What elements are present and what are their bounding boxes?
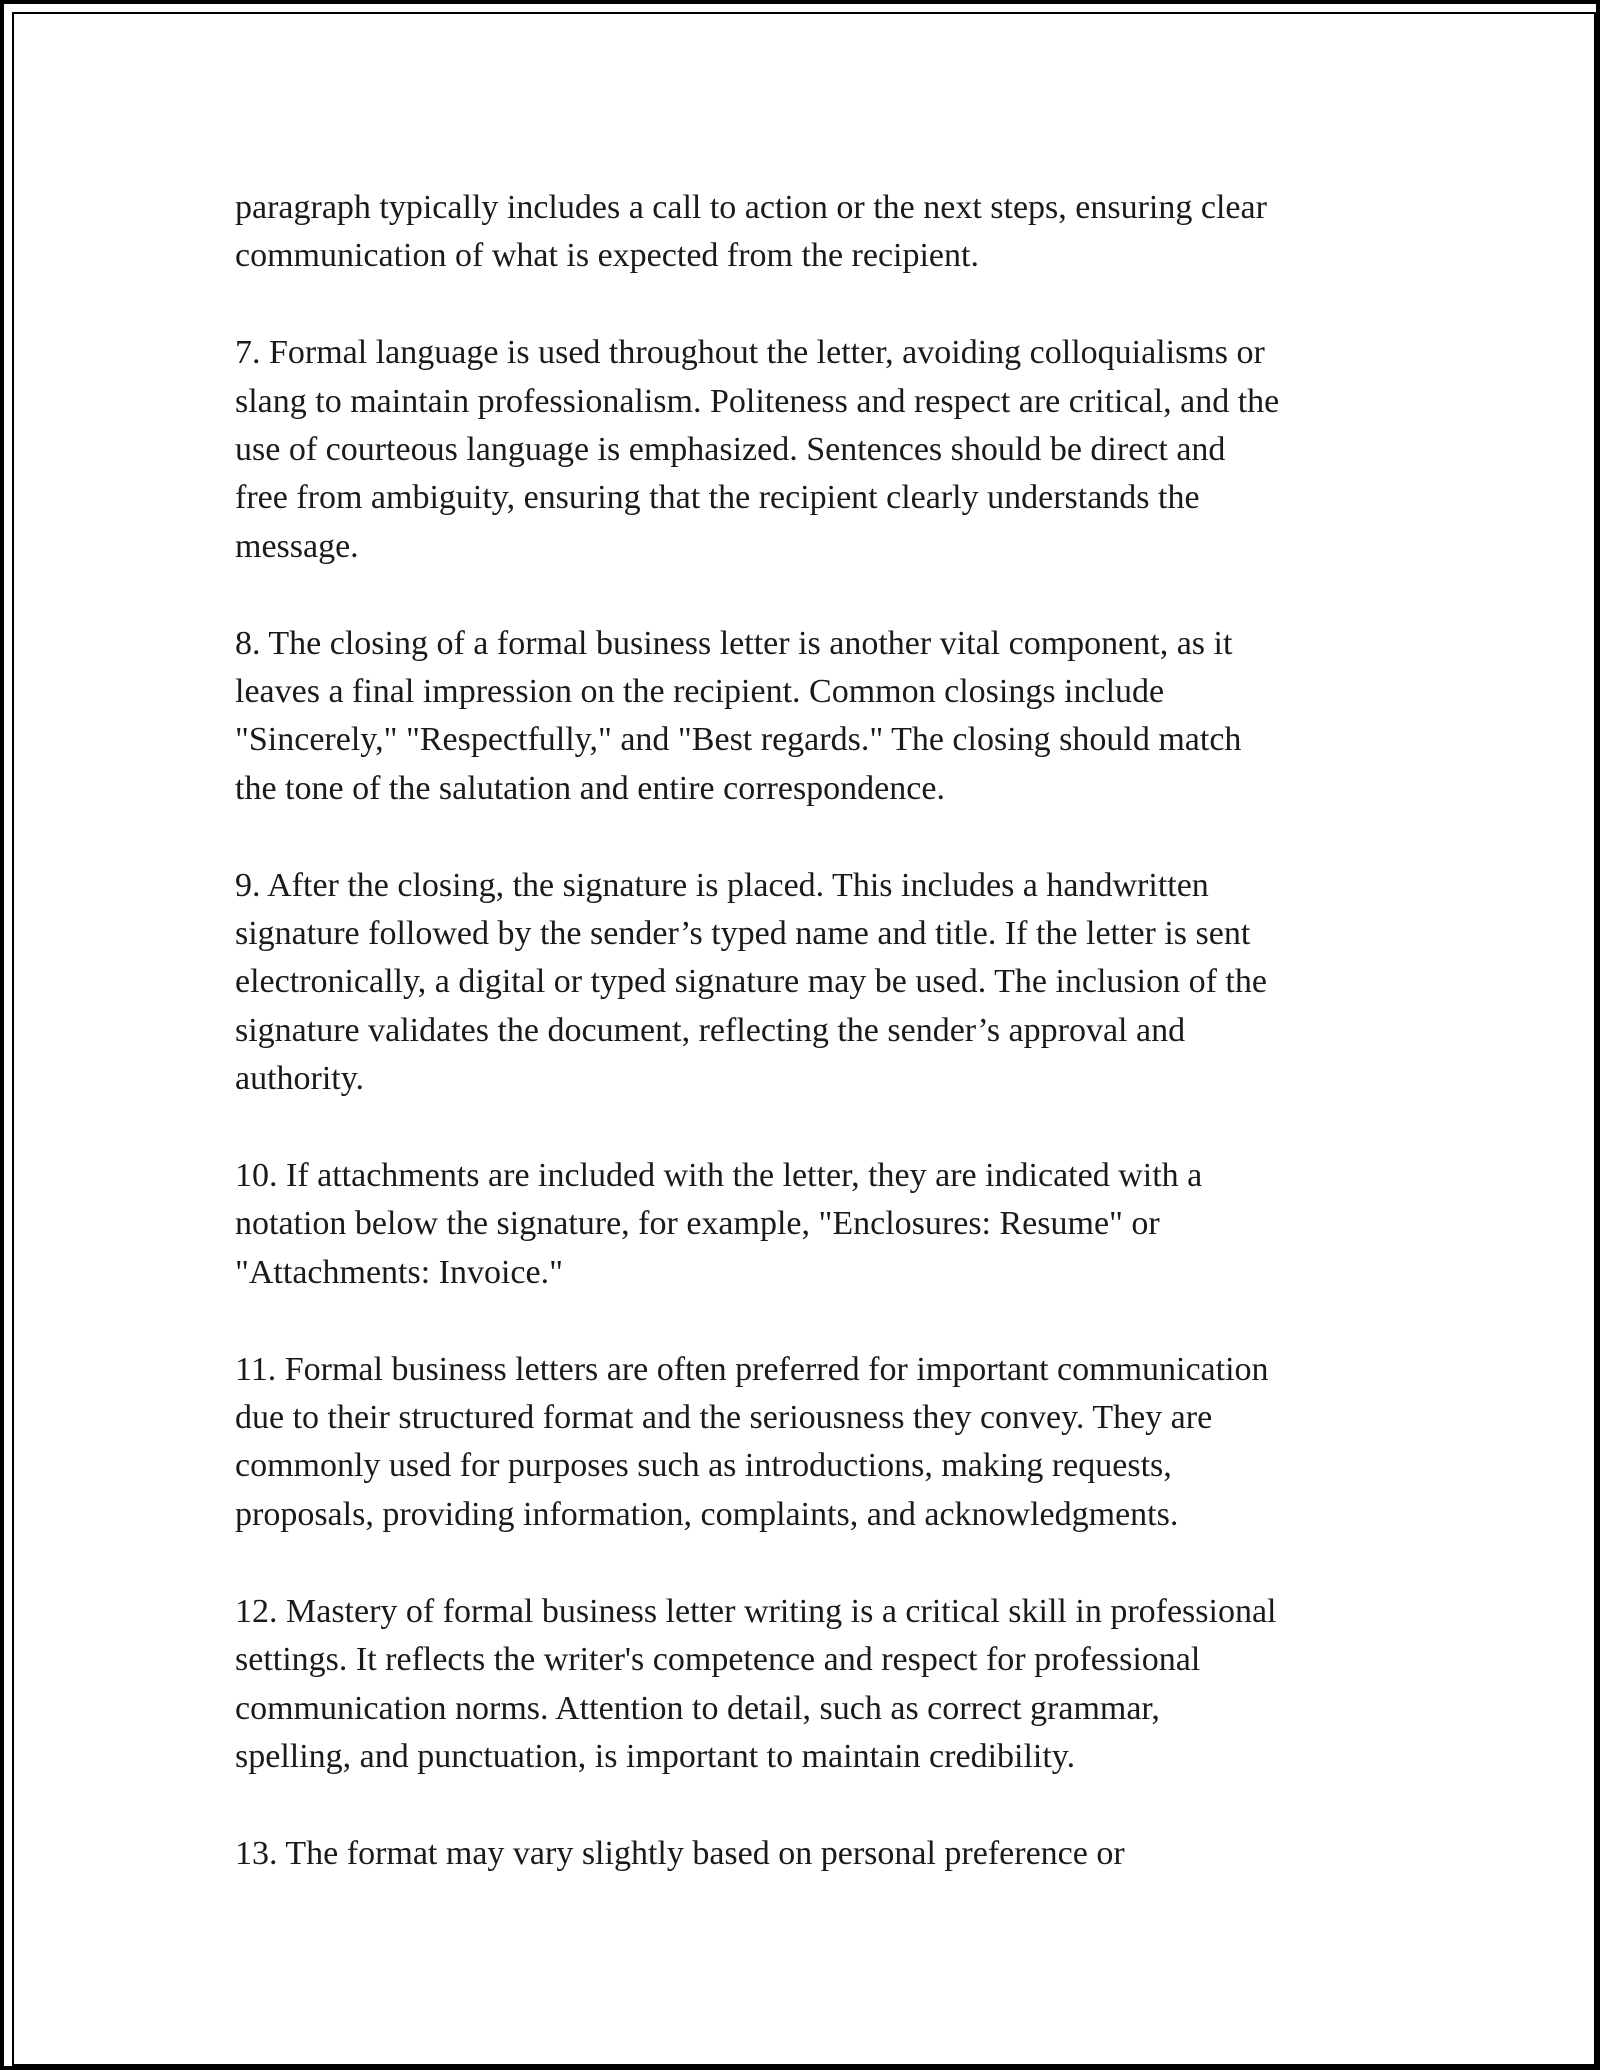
paragraph-item-12 xyxy=(235,1588,1375,1782)
text-line: paragraph typically includes a call to action or the next steps, ensuring clear xyxy=(235,189,1267,226)
text-line: due to their structured format and the seriousness they convey. They are xyxy=(235,1399,1213,1437)
text-line: slang to maintain professionalism. Politeness and respect are critical, and the xyxy=(235,382,1280,420)
text-line: proposals, providing information, complaints, and acknowledgments. xyxy=(235,1495,1179,1533)
text-line: free from ambiguity, ensuring that the recipient clearly understands the xyxy=(235,479,1200,517)
text-line: communication norms. Attention to detail, such as correct grammar, xyxy=(235,1689,1160,1727)
paragraph-continuation xyxy=(235,184,1375,281)
text-line: use of courteous language is emphasized. Sentences should be direct and xyxy=(235,431,1226,469)
text-line: the tone of the salutation and entire correspondence. xyxy=(235,769,945,807)
text-line: 9. After the closing, the signature is placed. This includes a handwritten xyxy=(235,866,1209,904)
text-line: 11. Formal business letters are often preferred for important communication xyxy=(235,1350,1269,1388)
paragraph-item-11 xyxy=(235,1346,1375,1540)
text-line: "Attachments: Invoice." xyxy=(235,1253,563,1291)
text-line: 10. If attachments are included with the letter, they are indicated with a xyxy=(235,1157,1203,1195)
text-line: settings. It reflects the writer's competence and respect for professional xyxy=(235,1641,1201,1679)
text-line: electronically, a digital or typed signature may be used. The inclusion of the xyxy=(235,963,1267,1001)
text-line: 7. Formal language is used throughout the letter, avoiding colloquialisms or xyxy=(235,334,1265,372)
document-body xyxy=(235,184,1375,1927)
text-line: signature validates the document, reflecting the sender’s approval and xyxy=(235,1011,1186,1049)
text-line: 12. Mastery of formal business letter writing is a critical skill in professional xyxy=(235,1592,1277,1630)
paragraph-item-8 xyxy=(235,620,1375,814)
text-line: spelling, and punctuation, is important to maintain credibility. xyxy=(235,1737,1076,1775)
paragraph-item-9 xyxy=(235,862,1375,1104)
paragraph-item-10 xyxy=(235,1152,1375,1297)
paragraph-item-13 xyxy=(235,1830,1375,1878)
text-line: "Sincerely," "Respectfully," and "Best regards." The closing should match xyxy=(235,721,1242,759)
text-line: commonly used for purposes such as introductions, making requests, xyxy=(235,1447,1172,1485)
text-line: 8. The closing of a formal business letter is another vital component, as it xyxy=(235,624,1233,662)
text-line: leaves a final impression on the recipient. Common closings include xyxy=(235,673,1165,711)
text-line: 13. The format may vary slightly based on personal preference or xyxy=(235,1834,1125,1872)
paragraph-item-7 xyxy=(235,329,1375,571)
text-line: signature followed by the sender’s typed name and title. If the letter is sent xyxy=(235,915,1251,953)
text-line: communication of what is expected from the recipient. xyxy=(235,237,979,275)
text-line: message. xyxy=(235,527,359,565)
text-line: authority. xyxy=(235,1060,365,1098)
text-line: notation below the signature, for example, "Enclosures: Resume" or xyxy=(235,1205,1160,1243)
